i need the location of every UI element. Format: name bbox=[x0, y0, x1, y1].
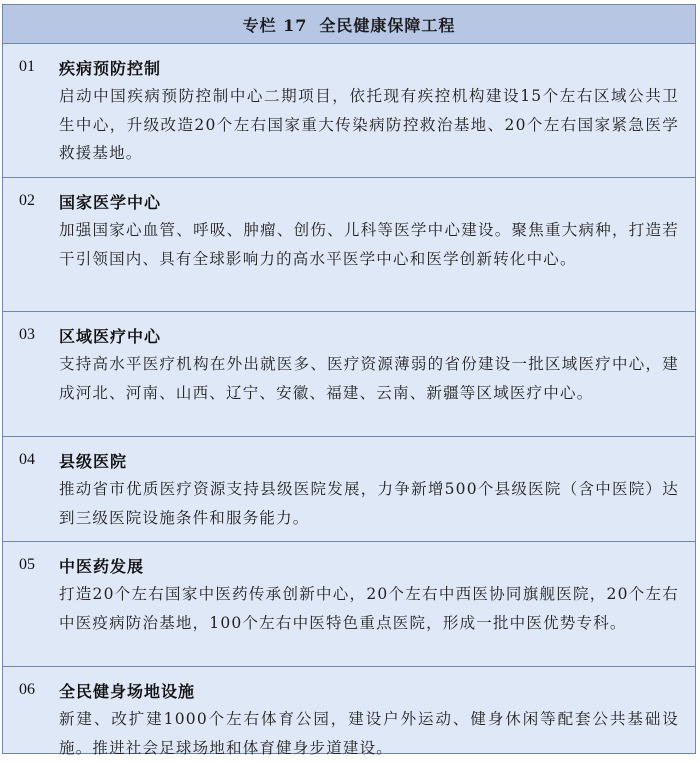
section-number: 06 bbox=[19, 681, 35, 698]
section-header bbox=[19, 675, 679, 705]
section-number: 01 bbox=[19, 58, 35, 75]
box-title-bar bbox=[3, 5, 695, 44]
program-box bbox=[2, 4, 696, 757]
section-header bbox=[19, 186, 679, 216]
section-title: 全民健身场地设施 bbox=[59, 681, 196, 701]
section-02 bbox=[3, 178, 695, 312]
section-title: 中医药发展 bbox=[59, 556, 145, 576]
section-body: 加强国家心血管、呼吸、肿瘤、创伤、儿科等医学中心建设。聚焦重大病种，打造若干引领国内、具有全球影响力的高水平医学中心和医学创新转化中心。 bbox=[59, 221, 679, 268]
section-01 bbox=[3, 44, 695, 178]
column-label: 专栏 17 bbox=[242, 15, 308, 35]
section-body: 支持高水平医疗机构在外出就医多、医疗资源薄弱的省份建设一批区域医疗中心，建成河北、河南、山西、辽宁、安徽、福建、云南、新疆等区域医疗中心。 bbox=[59, 355, 679, 402]
section-title: 县级医院 bbox=[59, 451, 128, 471]
box-title: 全民健康保障工程 bbox=[319, 15, 456, 35]
section-number: 05 bbox=[19, 556, 35, 573]
section-title: 国家医学中心 bbox=[59, 192, 162, 212]
section-number: 02 bbox=[19, 192, 35, 209]
section-header bbox=[19, 52, 679, 82]
section-04 bbox=[3, 437, 695, 542]
section-header bbox=[19, 445, 679, 475]
section-body: 打造20个左右国家中医药传承创新中心，20个左右中西医协同旗舰医院，20个左右中医疫病防治基地，100个左右中医特色重点医院，形成一批中医优势专科。 bbox=[59, 585, 679, 632]
section-title: 区域医疗中心 bbox=[59, 326, 162, 346]
section-number: 03 bbox=[19, 326, 35, 343]
section-title: 疾病预防控制 bbox=[59, 58, 162, 78]
section-body: 新建、改扩建1000个左右体育公园，建设户外运动、健身休闲等配套公共基础设施。推进社会足球场地和体育健身步道建设。 bbox=[59, 710, 679, 757]
section-header bbox=[19, 550, 679, 580]
section-body: 推动省市优质医疗资源支持县级医院发展，力争新增500个县级医院（含中医院）达到三级医院设施条件和服务能力。 bbox=[59, 480, 679, 527]
section-header bbox=[19, 320, 679, 350]
section-body: 启动中国疾病预防控制中心二期项目，依托现有疾控机构建设15个左右区域公共卫生中心，升级改造20个左右国家重大传染病防控救治基地、20个左右国家紧急医学救援基地。 bbox=[59, 87, 679, 162]
section-06 bbox=[3, 667, 695, 757]
section-03 bbox=[3, 312, 695, 437]
section-number: 04 bbox=[19, 451, 35, 468]
section-05 bbox=[3, 542, 695, 667]
